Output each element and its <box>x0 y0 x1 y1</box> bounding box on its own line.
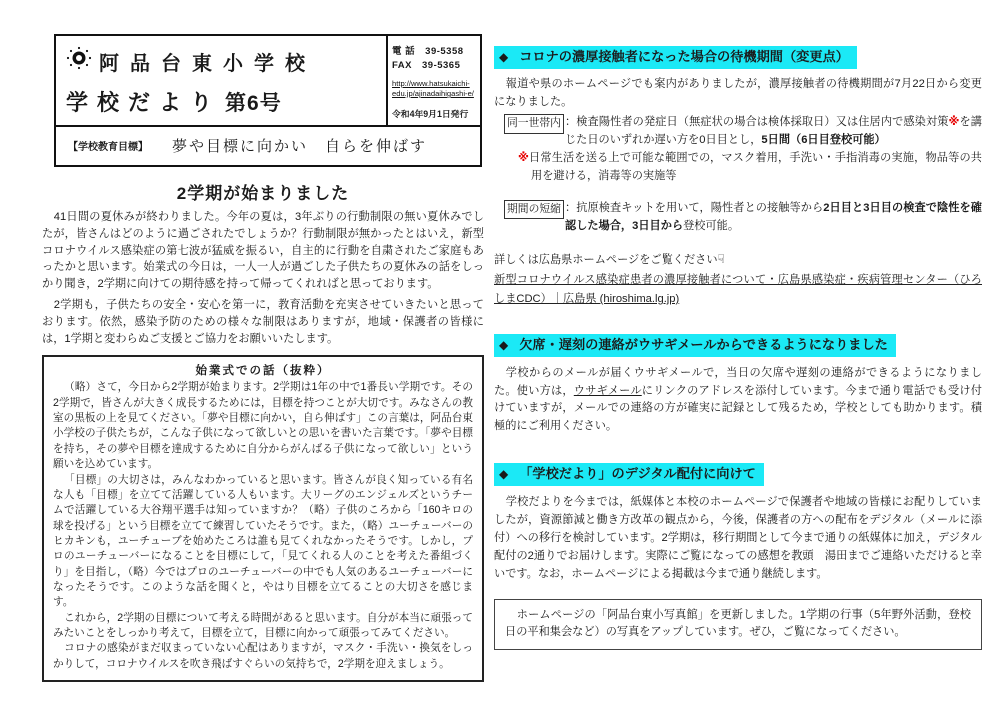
digital-distribution-paragraph: 学校だよりを今までは，紙媒体と本校のホームページで保護者や地域の皆様にお配りしていましたが，資源節減と働き方改革の観点から，今後，保護者の方への配布をデジタル（メールに添付）への移行を検討しています。2学期は，移行期間として今まで通りの紙媒体に加え，デジタル配付の2通りでお届けします。実際にご覧になっての感想を教頭 湯田までご連絡いただけると幸いです。なお，ホームページによる掲載は今まで通り継続します。 <box>494 495 982 580</box>
photo-gallery-notice-box: ホームページの「阿品台東小写真館」を更新しました。1学期の行事（5年野外活動，登校日の平和集会など）の写真をアップしています。ぜひ，ご覧になってください。 <box>494 599 982 651</box>
right-column <box>494 46 982 650</box>
more-info-line: 詳しくは広島県ホームページをご覧ください☟ <box>494 251 725 266</box>
section-usagi-mail <box>494 334 982 436</box>
usagi-mail-underlined: ウサギメール <box>573 384 642 397</box>
main-article-title: 2学期が始まりました <box>176 184 350 203</box>
school-website-url[interactable]: http://www.hatsukaichi- edu.jp/ajinadaihigashi-e/ <box>392 78 474 98</box>
household-contact-label: 同一世帯内 <box>504 114 564 133</box>
section-heading-text: コロナの濃厚接触者になった場合の待機期間（変更点） <box>519 49 849 64</box>
left-column <box>42 34 484 682</box>
section-covid-waiting-period <box>494 46 982 309</box>
section-heading <box>494 46 982 69</box>
masthead <box>54 34 482 167</box>
newsletter-title: 学校だより <box>66 90 222 115</box>
hiroshima-cdc-link[interactable]: 新型コロナウイルス感染症患者の濃厚接触者について・広島県感染症・疾病管理センター（ひろしまCDC）｜広島県 (hiroshima.lg.jp) <box>494 273 982 305</box>
education-goal-row <box>56 125 480 165</box>
pointing-hand-icon: ☟ <box>717 251 725 266</box>
section-heading <box>494 334 982 357</box>
usagi-mail-paragraph: 学校からのメールが届くウサギメールで，当日の欠席や遅刻の連絡ができるようになりました。使い方は，ウサギメールにリンクのアドレスを添付しています。今まで通り電話でも受け付けていますが，メールでの連絡の方が確実に記録として残るため，学校としても助かります。積極的にご利用ください。 <box>494 366 982 433</box>
speech-paragraph-2: 「目標」の大切さは，みんなわかっていると思います。皆さんが良く知っている有名な人も「目標」を立てて活躍している人もいます。大リーグのエンジェルズというチームで活躍している大谷翔平選手は知っていますか？（略）子供のころから「160キロの球を投げる」という目標を立てて練習していたそうです。また，（略）ユーチューバーのヒカキンも，ユーチューブを始めたころは誰も見てくれなかったそうです。しかし，プロのユーチューバーになることを目標にして，「見てくれる人のことを考えた番組づくり」を目指し，（略）今ではプロのユーチューバーの中でも人気のあるユーチューバーになったそうです。このような話を聞くと，やはり目標を立てることの大切さを感じます。 <box>53 473 473 609</box>
school-logo-icon <box>66 46 92 77</box>
tel-label: 電 話 <box>392 46 416 57</box>
diamond-bullet-icon: ◆ <box>499 338 509 353</box>
household-contact-text: ：検査陽性者の発症日（無症状の場合は検体採取日）又は住居内で感染対策※を講じた日のいずれか遅い方を0日目とし，5日間（6日目登校可能） <box>564 116 982 147</box>
period-shortening-label: 期間の短縮 <box>504 200 564 219</box>
fax-label: FAX <box>392 60 412 71</box>
masthead-top <box>56 36 480 125</box>
section-heading <box>494 463 982 486</box>
masthead-contact-block <box>386 36 480 125</box>
infection-measures-note: ※日常生活を送る上で可能な範囲での，マスク着用，手洗い・手指消毒の実施，物品等の共用を避ける，消毒等の実施等 <box>518 152 982 183</box>
school-name: 阿品台東小学校 <box>99 53 316 75</box>
section-intro-paragraph: 報道や県のホームページでも案内がありましたが，濃厚接触者の待機期間が7月22日から変更になりました。 <box>494 77 982 108</box>
education-goal-text: 夢や目標に向かい 自らを伸ばす <box>172 138 428 155</box>
speech-paragraph-4: コロナの感染がまだ収まっていない心配はありますが，マスク・手洗い・換気をしっかりして，コロナウイルスを吹き飛ばすぐらいの気持ちで，2学期を迎えましょう。 <box>53 642 473 670</box>
section-heading-text: 「学校だより」のデジタル配付に向けて <box>519 466 756 482</box>
diamond-bullet-icon: ◆ <box>499 467 509 482</box>
period-shortening-text: ：抗原検査キットを用いて，陽性者との接触等から2日目と3日目の検査で陰性を確認した場合，3日目から登校可能。 <box>564 202 982 233</box>
speech-box-title: 始業式での話（抜粋） <box>195 365 331 378</box>
issue-date: 令和4年9月1日発行 <box>392 109 469 119</box>
section-heading-text: 欠席・遅刻の連絡がウサギメールからできるようになりました <box>519 337 888 353</box>
issue-number: 第6号 <box>225 92 282 115</box>
speech-paragraph-3: これから，2学期の目標について考える時間があると思います。自分が本当に頑張ってみたいことをしっかり考えて，目標を立て，目標に向かって頑張ってみてください。 <box>53 611 473 640</box>
article-paragraph-2: 2学期も，子供たちの安全・安心を第一に，教育活動を充実させていきたいと思っております。依然，感染予防のための様々な制限はありますが，地域・保護者の皆様には，1学期と変わらぬご支援とご協力をお願いいたします。 <box>42 298 484 345</box>
speech-paragraph-1: （略）さて，今日から2学期が始まります。2学期は1年の中で1番長い学期です。その2学期で，皆さんが大きく成長するためには，目標を持つことが大切です。みなさんの教室の黒板の上を見てください。「夢や目標に向かい，自ら伸ばす」この言葉は，阿品台東小学校の子供たちが，こんな子供になって欲しいとの思いを書いた言葉です。「夢や目標を持ち，その夢や目標を達成するために自分からがんばる子供になって欲しい」という願いを込めています。 <box>53 381 473 471</box>
education-goal-label: 【学校教育目標】 <box>68 142 148 153</box>
period-shortening-item <box>504 200 982 236</box>
section-digital-distribution <box>494 463 982 583</box>
household-contact-item <box>504 114 982 150</box>
opening-ceremony-speech-box <box>42 355 484 682</box>
masthead-school-block <box>56 36 386 125</box>
tel-number: 39-5358 <box>425 46 464 57</box>
diamond-bullet-icon: ◆ <box>499 50 509 64</box>
red-asterisk-icon: ※ <box>518 152 530 165</box>
article-paragraph-1: 41日間の夏休みが終わりました。今年の夏は，3年ぶりの行動制限の無い夏休みでしたが，皆さんはどのように過ごされたでしょうか？行動制限が無かったとはいえ，新型コロナウイルス感染症の第七波が猛威を振るい，自主的に行動を自粛されたご家庭もあったかと思います。始業式の今日は，一人一人が過ごした子供たちの夏休みの話をしっかり聞き，2学期に向けての期待感を持って帰ってくれればと思っております。 <box>42 211 484 291</box>
red-asterisk-icon: ※ <box>948 116 960 129</box>
fax-number: 39-5365 <box>422 60 461 71</box>
